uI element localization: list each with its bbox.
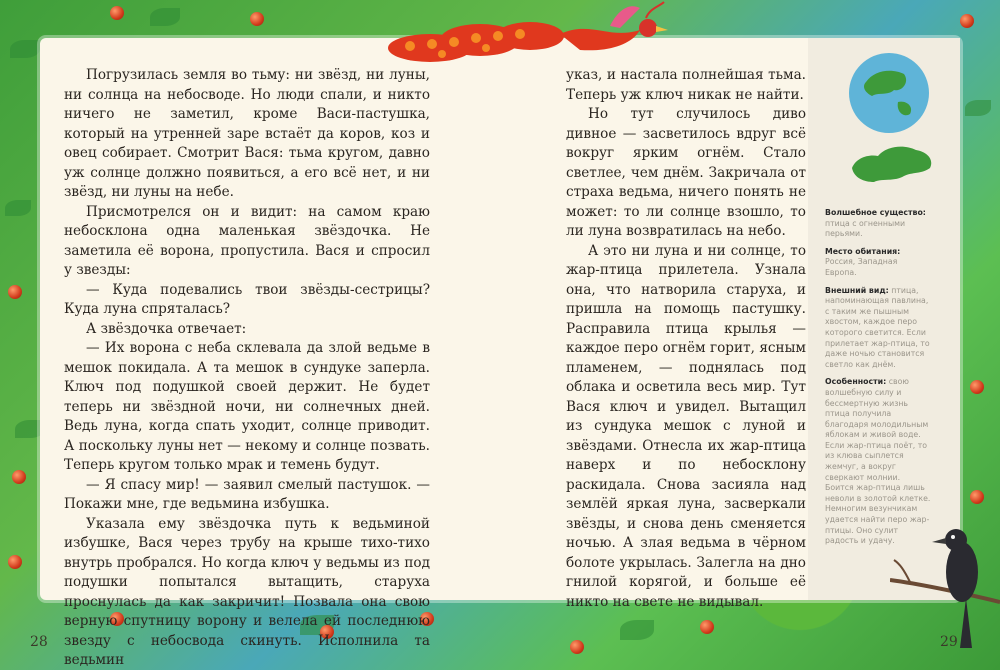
fact-entry	[825, 247, 931, 279]
paragraph: — Я спасу мир! — заявил смелый пастушок. — Покажи мне, где ведьмина избушка.	[64, 476, 430, 512]
fact-label: Особенности:	[825, 377, 887, 387]
page-number-right: 29	[940, 634, 958, 650]
fact-list	[825, 208, 931, 554]
europe-map-icon	[846, 138, 936, 186]
paragraph: Указала ему звёздочка путь к ведьминой избушке, Вася через трубу на крыше тихо-тихо внутрь пробрался. Но когда ключ у ведьмы из под подушки попытался вытащить, старуха проснулась да как закричит! Позвала она свою верную спутницу ворону и велела ей последнюю звезду с небосвода скинуть. Исполнила та ведьмин	[64, 515, 430, 668]
globe-icon	[848, 52, 930, 134]
paragraph: Но тут случилось диво дивное — засветилось вдруг всё вокруг ярким огнём. Стало светлее, чем днём. Закричала от страха ведьма, ничего понять не может: то ли солнце взошло, то ли луна возвратилась на небо.	[566, 106, 806, 239]
apple-decoration	[570, 640, 584, 654]
leaf-decoration	[620, 620, 654, 640]
paragraph: А звёздочка отвечает:	[86, 320, 247, 337]
fact-label: Место обитания:	[825, 246, 901, 256]
apple-decoration	[960, 14, 974, 28]
paragraph: Присмотрелся он и видит: на самом краю небосклона одна маленькая звёздочка. Не заметила её ворона, пропустила. Вася и спросил у звезды:	[64, 203, 430, 278]
leaf-decoration	[5, 200, 31, 216]
apple-decoration	[8, 285, 22, 299]
apple-decoration	[12, 470, 26, 484]
apple-decoration	[970, 490, 984, 504]
story-column-right	[566, 66, 806, 612]
fact-entry	[825, 377, 931, 547]
fact-label: Волшебное существо:	[825, 208, 926, 217]
fact-value: птица с огненными перьями.	[825, 218, 906, 239]
paragraph: — Их ворона с неба склевала да злой ведьме в мешок покидала. А та мешок в сундуке заперла. Ключ под подушкой своей держит. Не будет теперь ни звёздной ночи, ни солнечных дней. Ведь луна, когда спать уходит, солнце приводит. А поскольку луны нет — некому и солнце позвать. Теперь кругом только мрак и темень будут.	[64, 340, 430, 473]
fact-value: свою волшебную силу и бессмертную жизнь птица получила благодаря молодильным яблокам и живой воде. Если жар-птица поёт, то из клюва сыплется жемчуг, а вокруг сверкают молнии. Боится жар-птица лишь неволи в золотой клетке. Немногим везунчикам удается найти перо жар-птицы. Оно сулит радость и удачу.	[825, 377, 931, 546]
fact-entry	[825, 286, 931, 371]
page-number-left: 28	[30, 634, 48, 650]
leaf-decoration	[965, 100, 991, 116]
apple-decoration	[970, 380, 984, 394]
apple-decoration	[110, 6, 124, 20]
fact-value: Россия, Западная Европа.	[825, 257, 898, 277]
leaf-decoration	[150, 8, 180, 26]
paragraph: Погрузилась земля во тьму: ни звёзд, ни луны, ни солнца на небосводе. Но люди спали, и никто ничего не заметил, кроме Васи-пастушка, который на утренней заре встаёт да коров, коз и овец собирает. Смотрит Вася: тьма кругом, давно уж солнце должно появиться, а его всё нет, и ни звёзд, ни луны на небе.	[64, 67, 430, 200]
story-column-left	[64, 66, 430, 670]
apple-decoration	[700, 620, 714, 634]
paragraph: — Куда подевались твои звёзды-сестрицы? Куда луна спряталась?	[64, 281, 430, 317]
paragraph: указ, и настала полнейшая тьма. Теперь уж ключ никак не найти.	[566, 67, 806, 103]
fact-entry	[825, 208, 931, 240]
apple-decoration	[250, 12, 264, 26]
apple-decoration	[8, 555, 22, 569]
fact-value: птица, напоминающая павлина, с таким же пышным хвостом, каждое перо которого светится. Если прилетает жар-птица, то даже ночью становится светло как днём.	[825, 285, 930, 369]
leaf-decoration	[10, 40, 40, 58]
fact-label: Внешний вид:	[825, 285, 889, 295]
paragraph: А это ни луна и ни солнце, то жар-птица прилетела. Узнала она, что натворила старуха, и пришла на помощь пастушку. Расправила птица крылья — каждое перо огнём горит, ясным пламенем, — поднялась под облака и осветила весь мир. Тут Вася ключ и увидел. Вытащил из сундука мешок с луной и звёздами. Отнесла их жар-птица наверх и по небосклону раскидала. Снова засияла над землёй яркая луна, засверкали звёзды, и снова день сменяется ночью. А злая ведьма в чёрном болоте укрылась. Залегла на дно гнилой корягой, и больше её никто на свете не видывал.	[566, 242, 806, 610]
